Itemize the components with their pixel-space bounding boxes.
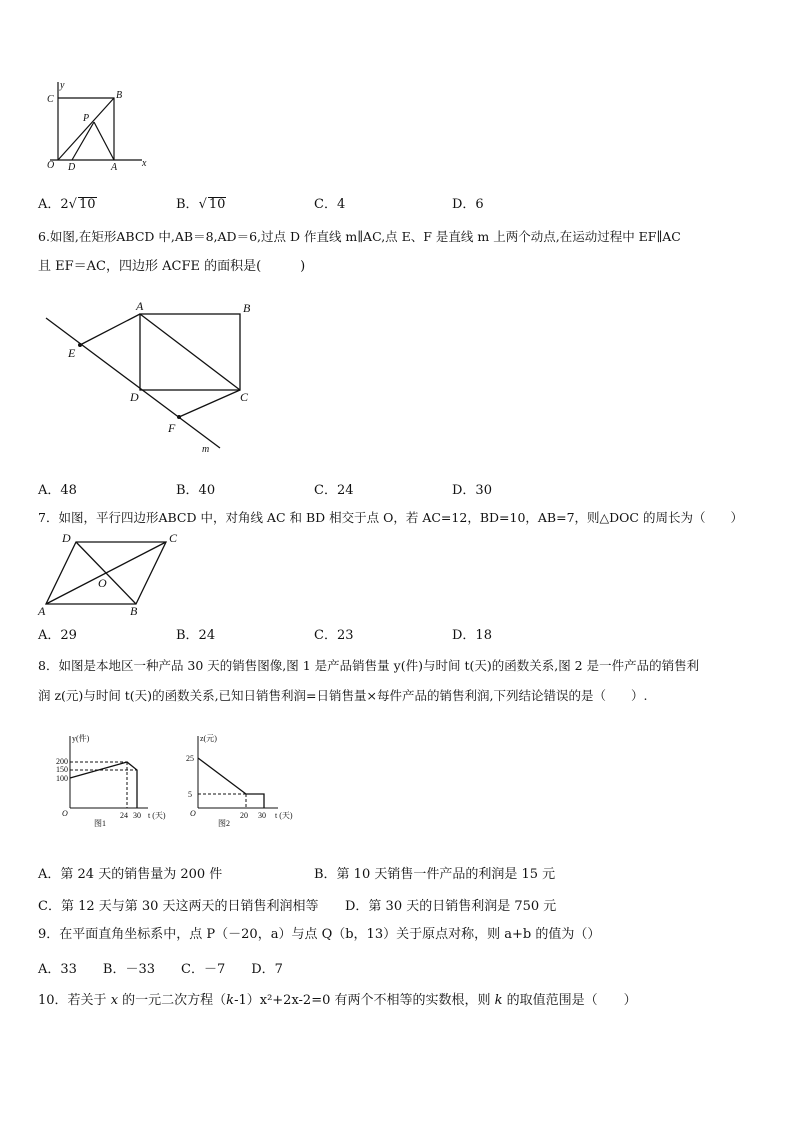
q8-stem-line2: 润 z(元)与时间 t(天)的函数关系,已知日销售利润=日销售量×每件产品的销售利润,下列结论错误的是（ ）. — [38, 688, 648, 703]
label-b: B — [116, 90, 123, 101]
fig2-ytick-25: 25 — [186, 754, 194, 763]
q8-option-b[interactable]: B．第 10 天销售一件产品的利润是 15 元 — [314, 867, 556, 882]
q10-equation: x²+2x-2=0 — [259, 993, 331, 1008]
fig1-ylabel: y(件) — [72, 734, 90, 743]
q8-figure2 — [182, 732, 302, 832]
q8-figure1 — [52, 732, 172, 832]
label-e: E — [68, 346, 76, 360]
label-d: D — [62, 531, 71, 545]
fig2-ylabel: z(元) — [200, 734, 217, 743]
q8-option-a[interactable]: A．第 24 天的销售量为 200 件 — [38, 867, 223, 882]
q7-option-b[interactable]: B．24 — [176, 628, 216, 643]
q10-stem: 10．若关于 x 的一元二次方程（k-1）x²+2x-2=0 有两个不相等的实数根，则 k 的取值范围是（ ） — [38, 993, 637, 1008]
segment-pa — [94, 122, 114, 160]
point-f — [177, 415, 181, 419]
fig2-xlabel: t (天) — [275, 811, 293, 820]
point-e — [78, 343, 82, 347]
q5-option-a[interactable]: A．2√ 10 — [38, 197, 96, 212]
label-c: C — [169, 531, 178, 545]
label-x: x — [142, 158, 147, 169]
diagonal-ac — [140, 314, 240, 390]
fig2-xtick-30: 30 — [258, 811, 266, 820]
q10-var-x: x — [110, 993, 119, 1008]
fig1-xtick-24: 24 — [120, 811, 128, 820]
q6-stem-line1: 6.如图,在矩形ABCD 中,AB＝8,AD＝6,过点 D 作直线 m∥AC,点 E、F 是直线 m 上两个动点,在运动过程中 EF∥AC — [38, 229, 681, 244]
q7-stem: 7．如图，平行四边形ABCD 中，对角线 AC 和 BD 相交于点 O，若 AC=12，BD=10，AB=7，则△DOC 的周长为（ ） — [38, 510, 743, 525]
label-c: C — [240, 390, 249, 404]
fig1-origin: O — [62, 809, 68, 818]
q7-option-c[interactable]: C．23 — [314, 628, 354, 643]
q6-option-b[interactable]: B．40 — [176, 483, 216, 498]
q6-option-c[interactable]: C．24 — [314, 483, 354, 498]
fig1-ytick-100: 100 — [56, 774, 68, 783]
label-p: P — [83, 113, 90, 124]
q5-option-d[interactable]: D．6 — [452, 197, 484, 212]
q6-option-a[interactable]: A．48 — [38, 483, 77, 498]
label-f: F — [168, 421, 176, 435]
fig2-ytick-5: 5 — [188, 790, 192, 799]
q10-var-k2: k — [494, 993, 503, 1008]
label-a: A — [136, 299, 144, 313]
diagonal-ob — [58, 98, 114, 160]
fig1-xlabel: t (天) — [148, 811, 166, 820]
q8-option-d[interactable]: D．第 30 天的日销售利润是 750 元 — [345, 899, 557, 914]
label-a: A — [38, 604, 46, 618]
profit-line — [198, 758, 264, 808]
fig1-ytick-200: 200 — [56, 757, 68, 766]
q5-option-c[interactable]: C．4 — [314, 197, 346, 212]
q10-var-k: k — [226, 993, 235, 1008]
q8-option-c[interactable]: C．第 12 天与第 30 天这两天的日销售利润相等 — [38, 899, 319, 914]
fig2-caption: 图2 — [218, 819, 230, 828]
q6-stem-line2: 且 EF＝AC，四边形 ACFE 的面积是( ) — [38, 259, 306, 274]
q7-option-a[interactable]: A．29 — [38, 628, 77, 643]
fig1-xtick-30: 30 — [133, 811, 141, 820]
q9-stem: 9．在平面直角坐标系中，点 P（－20，a）与点 Q（b，13）关于原点对称，则 a+b 的值为（） — [38, 927, 601, 942]
q7-figure — [36, 530, 186, 620]
fig1-caption: 图1 — [94, 819, 106, 828]
diagonal-bd — [76, 542, 136, 604]
label-o: O — [98, 576, 107, 590]
q5-figure — [36, 78, 156, 173]
label-b: B — [130, 604, 138, 618]
q5-option-b[interactable]: B．√ 10 — [176, 197, 226, 212]
label-d: D — [68, 162, 76, 173]
q7-option-d[interactable]: D．18 — [452, 628, 492, 643]
label-d: D — [130, 390, 139, 404]
segment-fc — [179, 390, 240, 417]
label-a: A — [111, 162, 118, 173]
q6-option-d[interactable]: D．30 — [452, 483, 492, 498]
label-o: O — [47, 160, 55, 171]
label-y: y — [60, 80, 65, 91]
q6-figure — [40, 298, 260, 458]
fig2-origin: O — [190, 809, 196, 818]
q9-options[interactable]: A．33 B．－33 C．－7 D．7 — [38, 962, 283, 977]
label-m: m — [202, 444, 210, 455]
line-m — [46, 318, 220, 448]
label-b: B — [243, 301, 251, 315]
fig2-xtick-20: 20 — [240, 811, 248, 820]
segment-ea — [80, 314, 140, 345]
label-c: C — [47, 94, 54, 105]
fig1-ytick-150: 150 — [56, 765, 68, 774]
q8-stem-line1: 8．如图是本地区一种产品 30 天的销售图像,图 1 是产品销售量 y(件)与时间 t(天)的函数关系,图 2 是一件产品的销售利 — [38, 658, 700, 673]
